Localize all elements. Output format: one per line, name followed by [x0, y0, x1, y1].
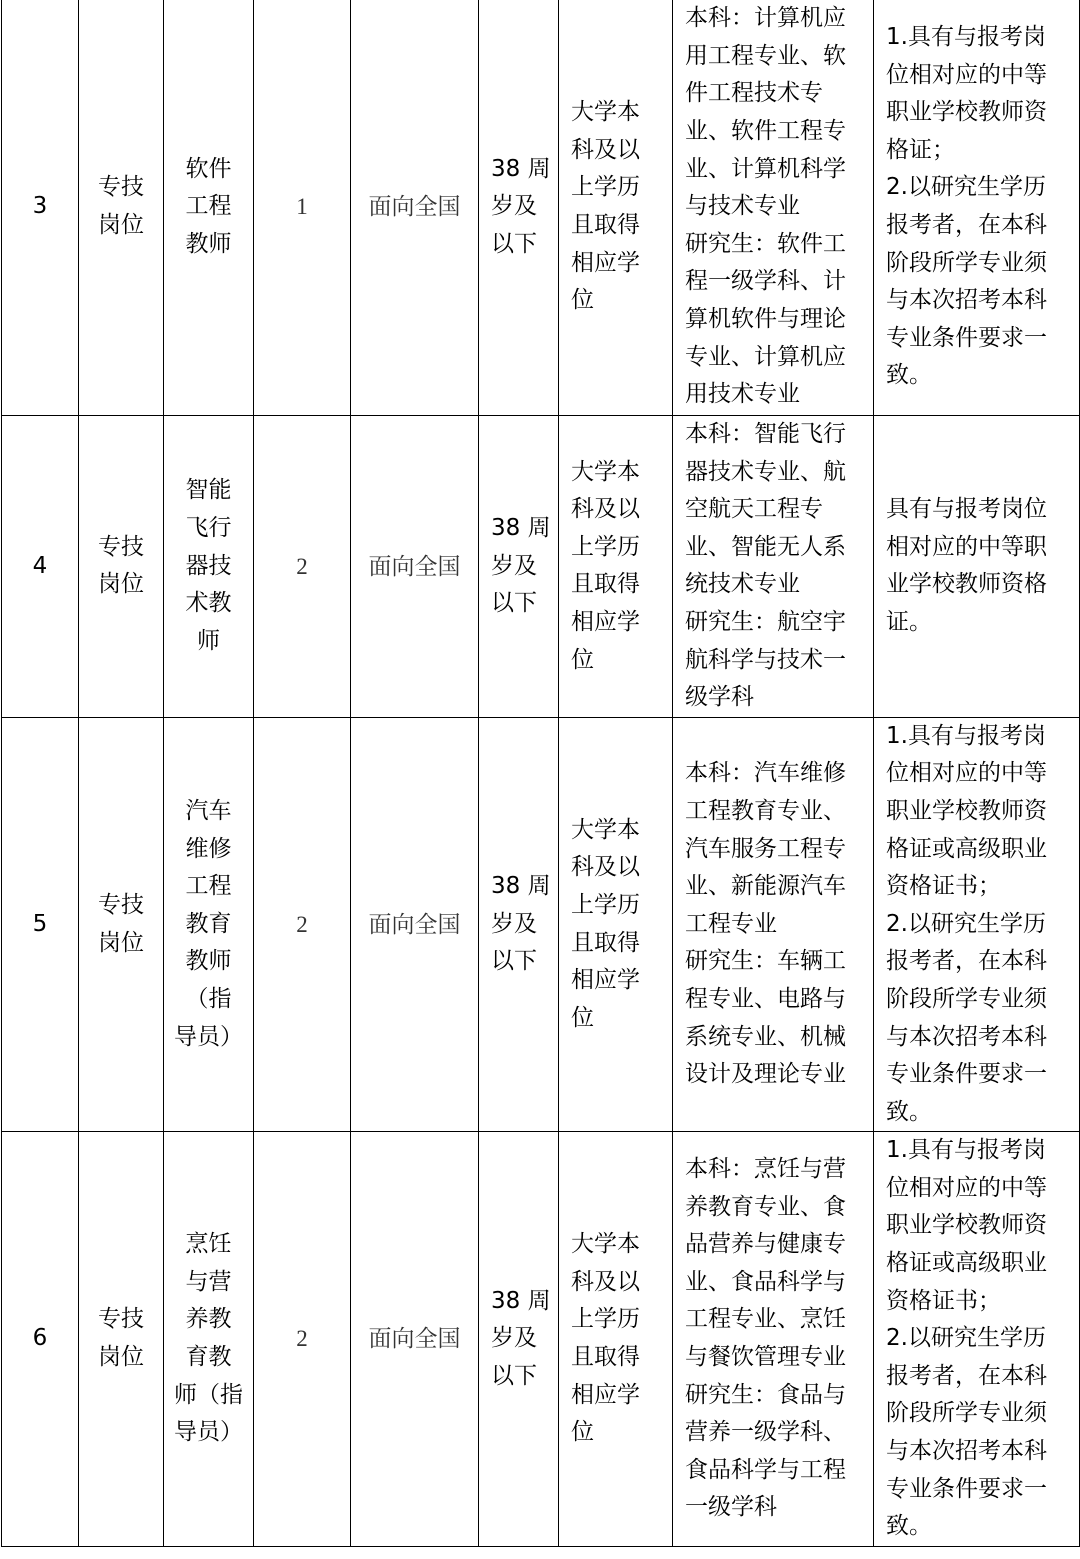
education-requirement-cell: [559, 416, 673, 718]
major-requirement-line: 件工程技术专: [685, 80, 823, 107]
major-requirement-line: 品营养与健康专: [685, 1231, 846, 1258]
position-name-cell: [164, 0, 254, 416]
recruit-scope-cell: [351, 717, 479, 1132]
post-category-line: 岗位: [98, 212, 144, 238]
other-requirement-line: 与本次招考本科: [886, 287, 1047, 314]
recruit-scope: 面向全国: [368, 1326, 461, 1352]
major-requirement-line: 工程专业: [685, 910, 777, 937]
other-requirement-line: 职业学校教师资: [886, 99, 1047, 126]
education-requirement-line: 相应学: [571, 608, 640, 635]
post-category-line: 岗位: [98, 571, 144, 598]
other-requirement-line: 与本次招考本科: [886, 1023, 1047, 1050]
education-requirement-line: 且取得: [571, 212, 640, 238]
other-requirement-line: 1.具有与报考岗: [886, 722, 1046, 749]
education-requirement-line: 科及以: [571, 496, 640, 523]
row-number-cell: [2, 0, 79, 416]
education-requirement-line: 且取得: [571, 929, 640, 956]
other-requirement-line: 阶段所学专业须: [886, 1400, 1047, 1427]
table-row: [2, 717, 1080, 1132]
education-requirement-line: 上学历: [571, 1306, 640, 1333]
education-requirement-line: 大学本: [571, 816, 640, 843]
education-requirement-line: 且取得: [571, 1344, 640, 1371]
other-requirement-line: 具有与报考岗位: [886, 496, 1047, 523]
other-requirement-line: 报考者，在本科: [886, 1362, 1047, 1389]
position-name-line: 工程: [185, 873, 232, 900]
row-number: 6: [32, 1325, 48, 1352]
education-requirement-line: 且取得: [571, 571, 640, 598]
other-requirement-line: 2.以研究生学历: [886, 910, 1046, 937]
age-requirement-cell: [479, 0, 559, 416]
education-requirement-line: 大学本: [571, 458, 640, 485]
table-row: [2, 1132, 1080, 1547]
major-requirement-line: 业、食品科学与: [685, 1268, 846, 1295]
other-requirement-line: 相对应的中等职: [886, 533, 1047, 560]
education-requirement-line: 上学历: [571, 533, 640, 560]
recruit-scope-cell: [351, 416, 479, 718]
education-requirement-cell: [559, 717, 673, 1132]
other-requirement-line: 专业条件要求一: [886, 1061, 1047, 1088]
hire-count-cell: [254, 1132, 351, 1547]
position-name-cell: [164, 717, 254, 1132]
age-requirement-line: 以下: [491, 230, 537, 257]
age-requirement-line: 38 周: [491, 1287, 551, 1314]
education-requirement-cell: [559, 0, 673, 416]
major-requirement-line: 业、软件工程专: [685, 118, 846, 145]
row-number-cell: [2, 1132, 79, 1547]
other-requirement-line: 阶段所学专业须: [886, 985, 1047, 1012]
other-requirement-line: 专业条件要求一: [886, 1475, 1047, 1502]
position-name-line: （指: [185, 985, 232, 1012]
other-requirement-line: 证。: [886, 608, 932, 635]
major-requirement-line: 业、计算机科学: [685, 155, 846, 182]
table-row: [2, 0, 1080, 416]
recruit-scope: 面向全国: [368, 194, 461, 220]
other-requirement-line: 资格证书；: [886, 1287, 1001, 1314]
major-requirement-line: 专业、计算机应: [685, 343, 846, 370]
position-name-line: 飞行: [185, 514, 232, 541]
age-requirement-line: 岁及: [491, 552, 537, 579]
education-requirement-line: 位: [571, 1419, 594, 1446]
other-requirement-line: 2.以研究生学历: [886, 1325, 1046, 1352]
education-requirement-line: 科及以: [571, 1268, 640, 1295]
other-requirement-line: 职业学校教师资: [886, 1212, 1047, 1239]
position-name-line: 器技: [185, 552, 232, 579]
row-number: 5: [32, 910, 48, 937]
position-name-line: 养教: [185, 1306, 232, 1333]
major-requirement-line: 程专业、电路与: [685, 985, 846, 1012]
position-name-line: 教育: [185, 910, 232, 937]
hire-count: 1: [296, 194, 308, 220]
recruit-scope-cell: [351, 0, 479, 416]
major-requirement-line: 本科：计算机应: [685, 5, 846, 32]
major-requirement-line: 用技术专业: [685, 381, 800, 408]
major-requirement-line: 系统专业、机械: [685, 1023, 846, 1050]
major-requirement-line: 空航天工程专: [685, 496, 823, 523]
major-requirement-line: 算机软件与理论: [685, 305, 846, 332]
position-name-line: 工程: [185, 193, 232, 220]
education-requirement-line: 位: [571, 1004, 594, 1031]
other-requirement-line: 位相对应的中等: [886, 1174, 1047, 1201]
other-requirement-line: 格证；: [886, 136, 955, 163]
major-requirement-line: 与技术专业: [685, 193, 800, 220]
education-requirement-line: 科及以: [571, 854, 640, 881]
other-requirement-line: 位相对应的中等: [886, 61, 1047, 88]
age-requirement-line: 38 周: [491, 873, 551, 900]
other-requirement-line: 格证或高级职业: [886, 1250, 1047, 1277]
major-requirement-line: 营养一级学科、: [685, 1419, 846, 1446]
major-requirement-line: 用工程专业、软: [685, 42, 846, 69]
position-name-line: 与营: [185, 1268, 232, 1295]
recruit-scope: 面向全国: [368, 553, 461, 579]
position-name-line: 术教: [185, 590, 232, 617]
age-requirement-cell: [479, 1132, 559, 1547]
other-requirement-line: 报考者，在本科: [886, 948, 1047, 975]
major-requirement-line: 研究生：车辆工: [685, 948, 846, 975]
major-requirement-line: 工程专业、烹饪: [685, 1306, 846, 1333]
major-requirement-line: 级学科: [685, 684, 754, 711]
age-requirement-line: 岁及: [491, 193, 537, 220]
other-requirement-cell: [874, 0, 1080, 416]
age-requirement-line: 以下: [491, 590, 537, 617]
age-requirement-line: 38 周: [491, 155, 551, 182]
major-requirement-line: 工程教育专业、: [685, 797, 846, 824]
other-requirement-line: 致。: [886, 1098, 932, 1125]
major-requirement-line: 设计及理论专业: [685, 1061, 846, 1088]
major-requirement-cell: [673, 1132, 874, 1547]
major-requirement-line: 汽车服务工程专: [685, 835, 846, 862]
major-requirement-line: 食品科学与工程: [685, 1456, 846, 1483]
hire-count-cell: [254, 416, 351, 718]
post-category-line: 专技: [98, 174, 144, 201]
row-number-cell: [2, 717, 79, 1132]
row-number: 4: [32, 552, 48, 579]
other-requirement-line: 资格证书；: [886, 873, 1001, 900]
education-requirement-line: 上学历: [571, 174, 640, 201]
age-requirement-line: 以下: [491, 948, 537, 975]
other-requirement-line: 业学校教师资格: [886, 571, 1047, 598]
position-name-line: 烹饪: [185, 1231, 232, 1258]
education-requirement-cell: [559, 1132, 673, 1547]
position-name-line: 师: [197, 627, 220, 654]
education-requirement-line: 位: [571, 287, 594, 314]
position-name-line: 师（指: [174, 1381, 243, 1408]
major-requirement-line: 业、智能无人系: [685, 533, 846, 560]
recruitment-table: [1, 0, 1080, 1547]
education-requirement-line: 相应学: [571, 967, 640, 994]
other-requirement-line: 阶段所学专业须: [886, 249, 1047, 276]
post-category-line: 专技: [98, 891, 144, 918]
hire-count: 2: [296, 553, 308, 579]
post-category-cell: [79, 416, 164, 718]
major-requirement-line: 一级学科: [685, 1494, 777, 1521]
position-name-line: 导员）: [174, 1419, 243, 1446]
row-number-cell: [2, 416, 79, 718]
major-requirement-cell: [673, 717, 874, 1132]
education-requirement-line: 大学本: [571, 99, 640, 126]
major-requirement-cell: [673, 0, 874, 416]
post-category-cell: [79, 1132, 164, 1547]
major-requirement-line: 研究生：软件工: [685, 230, 846, 257]
education-requirement-line: 位: [571, 646, 594, 673]
age-requirement-line: 以下: [491, 1362, 537, 1389]
major-requirement-line: 本科：智能飞行: [685, 421, 846, 447]
other-requirement-line: 职业学校教师资: [886, 797, 1047, 824]
other-requirement-line: 1.具有与报考岗: [886, 24, 1046, 51]
major-requirement-line: 研究生：航空宇: [685, 608, 846, 635]
major-requirement-line: 养教育专业、食: [685, 1193, 846, 1220]
row-number: 3: [32, 193, 48, 220]
major-requirement-line: 统技术专业: [685, 571, 800, 598]
post-category-line: 专技: [98, 533, 144, 560]
hire-count: 2: [296, 1326, 308, 1352]
other-requirement-cell: [874, 416, 1080, 718]
major-requirement-line: 业、新能源汽车: [685, 873, 846, 900]
major-requirement-line: 本科：烹饪与营: [685, 1156, 846, 1183]
position-name-line: 育教: [185, 1344, 232, 1371]
position-name-cell: [164, 1132, 254, 1547]
major-requirement-line: 器技术专业、航: [685, 458, 846, 485]
other-requirement-line: 2.以研究生学历: [886, 174, 1046, 201]
age-requirement-line: 岁及: [491, 910, 537, 937]
education-requirement-line: 相应学: [571, 249, 640, 276]
table-row: [2, 416, 1080, 718]
position-name-line: 汽车: [185, 797, 232, 824]
position-name-cell: [164, 416, 254, 718]
age-requirement-line: 岁及: [491, 1325, 537, 1352]
education-requirement-line: 上学历: [571, 891, 640, 918]
major-requirement-line: 程一级学科、计: [685, 268, 846, 295]
position-name-line: 教师: [185, 230, 232, 257]
post-category-line: 岗位: [98, 929, 144, 956]
education-requirement-line: 大学本: [571, 1231, 640, 1258]
position-name-line: 维修: [185, 835, 232, 862]
other-requirement-cell: [874, 1132, 1080, 1547]
education-requirement-line: 科及以: [571, 136, 640, 163]
major-requirement-line: 本科：汽车维修: [685, 760, 846, 787]
position-name-line: 软件: [185, 155, 232, 182]
other-requirement-line: 格证或高级职业: [886, 835, 1047, 862]
age-requirement-line: 38 周: [491, 514, 551, 541]
other-requirement-line: 位相对应的中等: [886, 760, 1047, 787]
other-requirement-line: 致。: [886, 1513, 932, 1540]
post-category-line: 专技: [98, 1306, 144, 1333]
age-requirement-cell: [479, 717, 559, 1132]
other-requirement-line: 1.具有与报考岗: [886, 1137, 1046, 1164]
other-requirement-line: 致。: [886, 362, 932, 389]
major-requirement-cell: [673, 416, 874, 718]
hire-count-cell: [254, 0, 351, 416]
recruit-scope-cell: [351, 1132, 479, 1547]
post-category-cell: [79, 0, 164, 416]
other-requirement-line: 与本次招考本科: [886, 1438, 1047, 1465]
position-name-line: 导员）: [174, 1023, 243, 1050]
position-name-line: 教师: [185, 948, 232, 975]
hire-count: 2: [296, 911, 308, 937]
major-requirement-line: 与餐饮管理专业: [685, 1344, 846, 1371]
age-requirement-cell: [479, 416, 559, 718]
position-name-line: 智能: [185, 477, 232, 504]
recruit-scope: 面向全国: [368, 911, 461, 937]
post-category-line: 岗位: [98, 1344, 144, 1371]
other-requirement-line: 报考者，在本科: [886, 212, 1047, 238]
major-requirement-line: 研究生：食品与: [685, 1381, 846, 1408]
major-requirement-line: 航科学与技术一: [685, 646, 846, 673]
hire-count-cell: [254, 717, 351, 1132]
post-category-cell: [79, 717, 164, 1132]
other-requirement-line: 专业条件要求一: [886, 324, 1047, 351]
other-requirement-cell: [874, 717, 1080, 1132]
education-requirement-line: 相应学: [571, 1381, 640, 1408]
